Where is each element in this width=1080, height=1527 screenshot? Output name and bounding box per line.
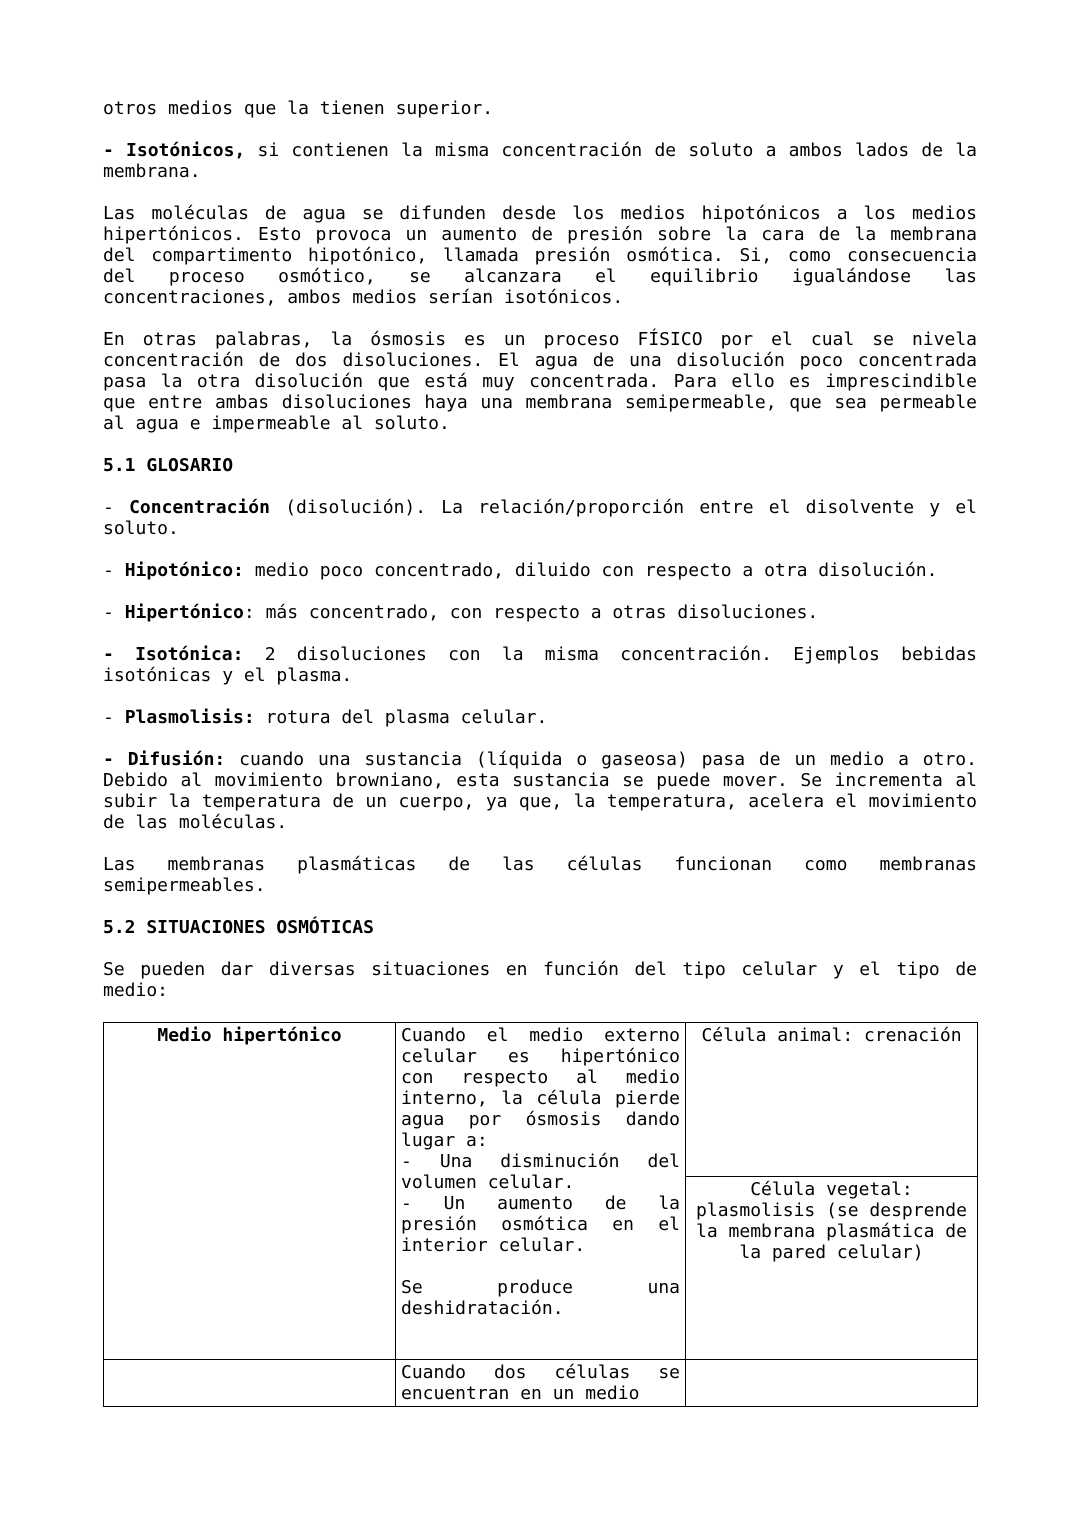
description-deshidratacion: Se produce una deshidratación.: [401, 1277, 680, 1319]
glossary-dash: -: [103, 602, 125, 623]
paragraph-situaciones-intro: Se pueden dar diversas situaciones en función del tipo celular y el tipo de medio:: [103, 959, 977, 1001]
glossary-definition: 2 disoluciones con la misma concentración. Ejemplos bebidas isotónicas y el plasma.: [103, 644, 978, 686]
glossary-item-difusion: [103, 749, 977, 833]
glossary-item-isotonica: [103, 644, 977, 686]
description-intro: Cuando el medio externo celular es hipertónico con respecto al medio interno, la célula pierde agua por ósmosis dando lugar a:: [401, 1025, 680, 1151]
glossary-dash: -: [103, 560, 125, 581]
description-bullet-presion: - Un aumento de la presión osmótica en el interior celular.: [401, 1193, 680, 1256]
table-row: [104, 1360, 978, 1407]
osmotic-situations-table: [103, 1022, 978, 1407]
glossary-term: - Isotónica:: [103, 644, 244, 665]
cell-celula-vegetal: Célula vegetal: plasmolisis (se desprende la membrana plasmática de la pared celular): [686, 1177, 978, 1360]
glossary-term: Hipotónico:: [124, 560, 244, 581]
definition-isotonicos: si contienen la misma concentración de soluto a ambos lados de la membrana.: [103, 140, 977, 182]
glossary-term: - Difusión:: [103, 749, 226, 770]
glossary-definition: cuando una sustancia (líquida o gaseosa) pasa de un medio a otro. Debido al movimiento browniano, esta sustancia se puede mover. Se incrementa al subir la temperatura de un cuerpo, ya que, la temperatura, acelera el movimiento de las moléculas.: [103, 749, 977, 833]
cell-empty-left: [104, 1360, 396, 1407]
glossary-item-hipotonico: [103, 560, 977, 581]
glossary-definition: (disolución). La relación/proporción entre el disolvente y el soluto.: [103, 497, 977, 539]
paragraph-continuation: otros medios que la tienen superior.: [103, 98, 494, 119]
glossary-item-plasmolisis: [103, 707, 977, 728]
paragraph-isotonicos: [103, 140, 977, 182]
paragraph-membranas: Las membranas plasmáticas de las células funcionan como membranas semipermeables.: [103, 854, 977, 896]
cell-descripcion-row2: Cuando dos células se encuentran en un medio: [396, 1360, 686, 1407]
cell-medio-hipertonico: Medio hipertónico: [104, 1023, 396, 1360]
glossary-item-concentracion: [103, 497, 977, 539]
glossary-term: Concentración: [129, 497, 270, 518]
glossary-item-hipertonico: [103, 602, 977, 623]
cell-celula-animal: Célula animal: crenación: [686, 1023, 978, 1177]
cell-descripcion-hipertonico: [396, 1023, 686, 1360]
paragraph-osmosis-definicion: En otras palabras, la ósmosis es un proceso FÍSICO por el cual se nivela concentración de dos disoluciones. El agua de una disolución poco concentrada pasa la otra disolución que está muy concentrada. Para ello es imprescindible que entre ambas disoluciones haya una membrana semipermeable, que sea permeable al agua e impermeable al soluto.: [103, 329, 977, 434]
heading-situaciones-osmoticas: 5.2 SITUACIONES OSMÓTICAS: [103, 917, 374, 938]
cell-empty-right: [686, 1360, 978, 1407]
glossary-term: Hipertónico: [124, 602, 244, 623]
glossary-definition: medio poco concentrado, diluido con respecto a otra disolución.: [243, 560, 938, 581]
description-bullet-volumen: - Una disminución del volumen celular.: [401, 1151, 680, 1193]
glossary-term: Plasmolisis:: [124, 707, 255, 728]
paragraph-moleculas-agua: Las moléculas de agua se difunden desde los medios hipotónicos a los medios hipertónicos. Esto provoca un aumento de presión sobre la cara de la membrana del compartimento hipotónico, llamada presión osmótica. Si, como consecuencia del proceso osmótico, se alcanzara el equilibrio igualándose las concentraciones, ambos medios serían isotónicos.: [103, 203, 977, 308]
glossary-definition: rotura del plasma celular.: [254, 707, 548, 728]
glossary-definition: : más concentrado, con respecto a otras disoluciones.: [243, 602, 819, 623]
term-isotonicos: - Isotónicos,: [103, 140, 246, 161]
glossary-dash: -: [103, 707, 125, 728]
table-row: [104, 1023, 978, 1177]
document-page: [103, 0, 977, 1407]
heading-glosario: 5.1 GLOSARIO: [103, 455, 234, 476]
glossary-dash: -: [103, 497, 130, 518]
